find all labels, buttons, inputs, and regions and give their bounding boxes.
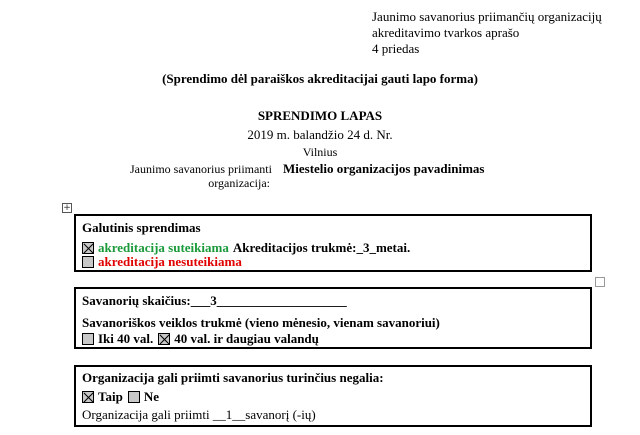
volunteer-count: Savanorių skaičius:___3____________________ <box>82 293 347 308</box>
option-under-40-label: Iki 40 val. <box>98 331 154 346</box>
checkbox-granted[interactable] <box>82 242 94 254</box>
city: Vilnius <box>302 145 338 159</box>
granted-label: akreditacija suteikiama <box>98 240 229 255</box>
yes-label: Taip <box>98 389 123 404</box>
header-line-3: 4 priedas <box>372 41 420 56</box>
accept-count-text: Organizacija gali priimti __1__savanorį (-ių) <box>82 407 316 422</box>
org-name: Miestelio organizacijos pavadinimas <box>283 161 485 176</box>
decision-heading: Galutinis sprendimas <box>82 220 201 235</box>
checkbox-yes[interactable] <box>82 391 94 403</box>
date-line: 2019 m. balandžio 24 d. Nr. <box>247 127 393 142</box>
form-note: (Sprendimo dėl paraiškos akreditacijai gauti lapo forma) <box>162 71 478 86</box>
checkbox-denied[interactable] <box>82 256 94 268</box>
org-label-line-2: organizacija: <box>208 176 270 190</box>
decision-section <box>74 214 592 272</box>
disability-section <box>74 365 592 427</box>
duration-text: Akreditacijos trukmė:_3_metai. <box>232 240 411 255</box>
move-icon[interactable]: + <box>63 203 71 213</box>
disability-heading: Organizacija gali priimti savanorius turinčius negalia: <box>82 370 384 385</box>
disability-options-row <box>82 389 159 405</box>
volunteers-section <box>74 287 592 349</box>
header-line-1: Jaunimo savanorius priimančių organizacijų <box>372 9 602 24</box>
denied-label: akreditacija nesuteikiama <box>98 254 242 269</box>
duration-options-row <box>82 331 319 347</box>
denied-row <box>82 254 242 270</box>
header-line-2: akreditavimo tvarkos aprašo <box>372 25 520 40</box>
checkbox-under-40[interactable] <box>82 333 94 345</box>
checkbox-no[interactable] <box>128 391 140 403</box>
org-label <box>130 162 270 190</box>
resize-icon[interactable] <box>595 277 605 287</box>
checkbox-40-plus[interactable] <box>158 333 170 345</box>
no-label: Ne <box>143 389 159 404</box>
option-40-plus-label: 40 val. ir daugiau valandų <box>174 331 319 346</box>
org-label-line-1: Jaunimo savanorius priimanti <box>130 162 272 176</box>
page-title: SPRENDIMO LAPAS <box>257 108 383 123</box>
activity-duration-heading: Savanoriškos veiklos trukmė (vieno mėnesio, vienam savanoriui) <box>82 315 440 330</box>
